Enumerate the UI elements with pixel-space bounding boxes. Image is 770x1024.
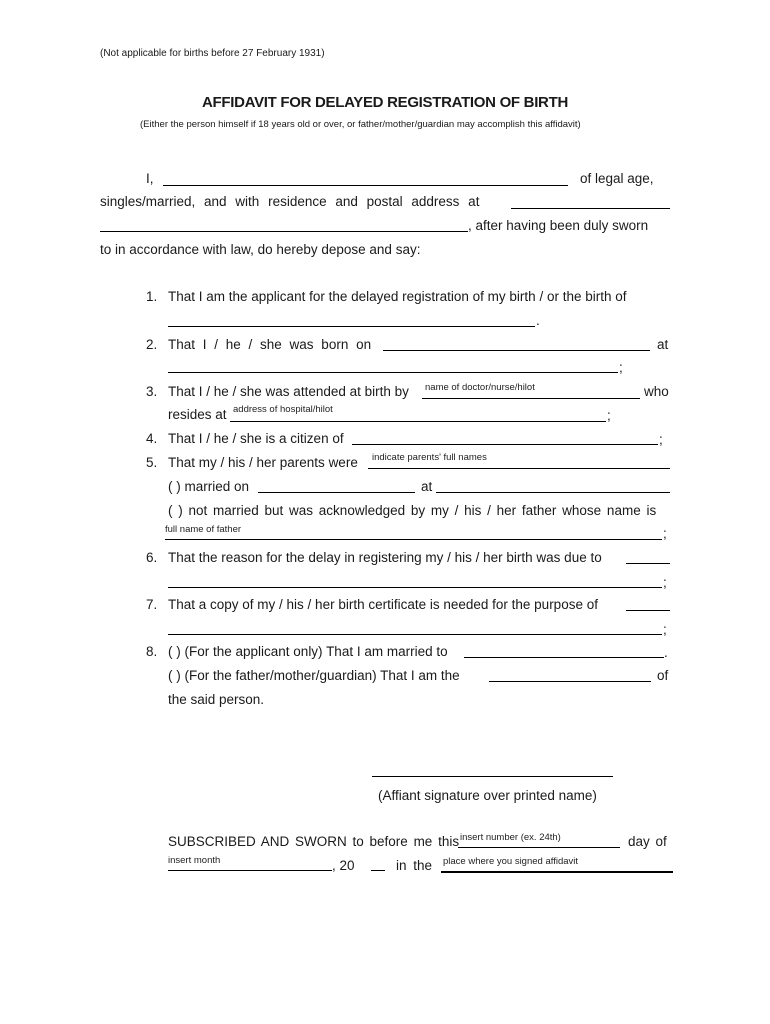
- item-5-end: ;: [663, 526, 667, 541]
- signature-label: (Affiant signature over printed name): [378, 788, 597, 803]
- item-7-end: ;: [663, 622, 667, 637]
- spouse-name-field[interactable]: [464, 643, 664, 658]
- purpose-field-part1[interactable]: [626, 596, 670, 611]
- address-field-part2[interactable]: [100, 217, 468, 232]
- marriage-date-field[interactable]: [258, 478, 415, 493]
- item-6-text: That the reason for the delay in registering my / his / her birth was due to: [168, 550, 602, 565]
- jurat-in-the: in the: [396, 858, 433, 873]
- item-8-said-person: the said person.: [168, 692, 265, 707]
- item-3-end: ;: [607, 408, 611, 423]
- item-3-resides: resides at: [168, 407, 227, 422]
- item-5-number: 5.: [146, 455, 158, 470]
- birth-place-field[interactable]: [168, 358, 618, 373]
- delay-reason-field-part1[interactable]: [626, 549, 670, 564]
- affiant-name-field[interactable]: [163, 171, 568, 186]
- affiant-signature-field[interactable]: [372, 762, 613, 777]
- applicability-note: (Not applicable for births before 27 February 1931): [100, 48, 325, 59]
- address-field-part1[interactable]: [511, 194, 670, 209]
- item-3-text: That I / he / she was attended at birth by: [168, 384, 409, 399]
- intro-i: I,: [146, 171, 154, 186]
- page-subtitle: (Either the person himself if 18 years old or over, or father/mother/guardian may accomplish this affidavit): [140, 119, 581, 130]
- item-5-married: ( ) married on: [168, 479, 250, 494]
- purpose-field-part2[interactable]: [168, 620, 662, 635]
- item-6-end: ;: [663, 575, 667, 590]
- jurat-day-of: day of: [628, 834, 667, 849]
- item-3-who: who: [644, 384, 669, 399]
- item-1-end: .: [536, 313, 540, 328]
- citizenship-field[interactable]: [352, 430, 658, 445]
- item-2-end: ;: [619, 360, 623, 375]
- item-8-guardian: ( ) (For the father/mother/guardian) That I am the: [168, 668, 460, 683]
- item-4-number: 4.: [146, 431, 158, 446]
- item-8-of: of: [657, 668, 669, 683]
- jurat-text: SUBSCRIBED AND SWORN to before me this: [168, 834, 460, 849]
- item-1-text: That I am the applicant for the delayed registration of my birth / or the birth of: [168, 289, 627, 304]
- item-8-end: .: [664, 645, 668, 660]
- day-hint: insert number (ex. 24th): [460, 832, 561, 843]
- attendant-address-hint: address of hospital/hilot: [233, 404, 333, 415]
- item-2-text: That I / he / she was born on: [168, 337, 372, 352]
- item-2-at: at: [657, 337, 669, 352]
- item-4-text: That I / he / she is a citizen of: [168, 431, 344, 446]
- item-2-number: 2.: [146, 337, 158, 352]
- intro-residence: singles/married, and with residence and postal address at: [100, 194, 480, 209]
- item-6-number: 6.: [146, 550, 158, 565]
- father-name-hint: full name of father: [165, 524, 242, 535]
- item-7-text: That a copy of my / his / her birth certificate is needed for the purpose of: [168, 597, 598, 612]
- item-7-number: 7.: [146, 597, 158, 612]
- parents-names-hint: indicate parents' full names: [372, 452, 487, 463]
- item-8-applicant: ( ) (For the applicant only) That I am married to: [168, 644, 448, 659]
- intro-depose: to in accordance with law, do hereby depose and say:: [100, 242, 421, 257]
- item-5-at: at: [421, 479, 433, 494]
- item-3-number: 3.: [146, 384, 158, 399]
- item-8-number: 8.: [146, 644, 158, 659]
- page-title: AFFIDAVIT FOR DELAYED REGISTRATION OF BIRTH: [202, 94, 568, 111]
- item-1-number: 1.: [146, 289, 158, 304]
- item-5-text: That my / his / her parents were: [168, 455, 358, 470]
- marriage-place-field[interactable]: [436, 478, 670, 493]
- place-hint: place where you signed affidavit: [443, 856, 579, 867]
- intro-sworn: , after having been duly sworn: [468, 218, 649, 233]
- birth-date-field[interactable]: [383, 336, 650, 351]
- item-5-acknowledged: ( ) not married but was acknowledged by my / his / her father whose name is: [168, 503, 657, 518]
- attendant-name-hint: name of doctor/nurse/hilot: [425, 382, 535, 393]
- intro-legal-age: of legal age,: [580, 171, 654, 186]
- year-field[interactable]: [371, 856, 385, 871]
- relationship-field[interactable]: [489, 667, 651, 682]
- month-hint: insert month: [168, 855, 221, 866]
- item-1-field[interactable]: [168, 312, 535, 327]
- item-4-end: ;: [659, 432, 663, 447]
- jurat-year: , 20: [332, 858, 355, 873]
- delay-reason-field-part2[interactable]: [168, 573, 662, 588]
